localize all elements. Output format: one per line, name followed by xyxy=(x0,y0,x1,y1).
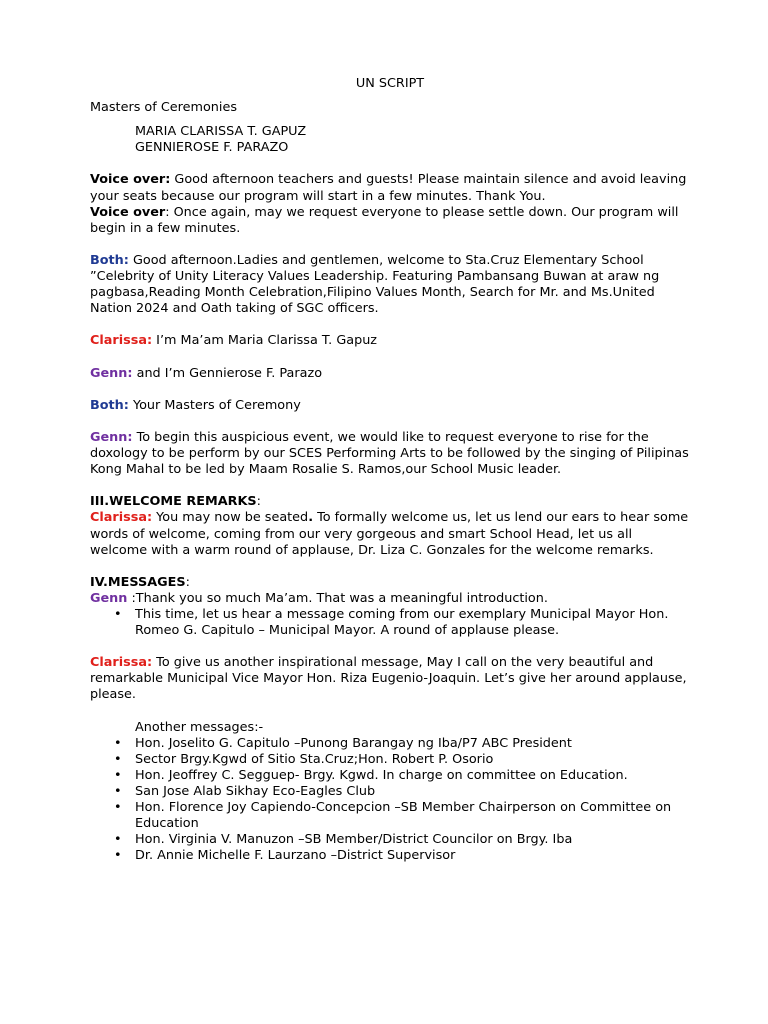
mayor-bullet-list xyxy=(90,607,690,639)
both-line-1 xyxy=(90,253,690,317)
list-item-text: Hon. Florence Joy Capiendo-Concepcion –SB Member Chairperson on Committee on Education xyxy=(135,800,672,832)
speaker-genn: Genn: xyxy=(90,429,133,445)
list-item-text: Sector Brgy.Kgwd of Sitio Sta.Cruz;Hon. Robert P. Osorio xyxy=(135,751,494,767)
bullet-icon: • xyxy=(114,832,122,848)
bullet-icon: • xyxy=(114,767,122,783)
welcome-text-dot: . xyxy=(308,510,314,526)
both-line-2 xyxy=(90,398,690,414)
bullet-icon: • xyxy=(114,735,122,751)
document-title: UN SCRIPT xyxy=(355,76,425,91)
list-item-text: Hon. Joselito G. Capitulo –Punong Barangay ng Iba/P7 ABC President xyxy=(135,735,572,751)
genn-line-1 xyxy=(90,366,690,382)
list-item xyxy=(90,607,690,639)
mc-heading: Masters of Ceremonies xyxy=(90,100,238,116)
clarissa-line-1 xyxy=(90,333,690,349)
mc-name-2: GENNIEROSE F. PARAZO xyxy=(135,140,289,156)
genn-text-1: and I’m Gennierose F. Parazo xyxy=(132,365,323,381)
list-item-text: Hon. Virginia V. Manuzon –SB Member/District Councilor on Brgy. Iba xyxy=(135,832,573,848)
list-item-text: Hon. Jeoffrey C. Segguep- Brgy. Kgwd. In charge on committee on Education. xyxy=(135,767,628,783)
welcome-heading-colon: : xyxy=(256,494,261,510)
document-page xyxy=(90,76,690,865)
another-messages-list xyxy=(90,736,690,865)
list-item xyxy=(90,832,690,848)
voice-over-text-1: Good afternoon teachers and guests! Please maintain silence and avoid leaving your seats because our program will start in a few minutes. Thank You. xyxy=(90,172,687,204)
clarissa-text-1: I’m Ma’am Maria Clarissa T. Gapuz xyxy=(152,333,378,349)
speaker-clarissa: Clarissa: xyxy=(90,333,153,349)
list-item xyxy=(90,784,690,800)
bullet-icon: • xyxy=(114,848,122,864)
speaker-both: Both: xyxy=(90,252,129,268)
list-item-text: San Jose Alab Sikhay Eco-Eagles Club xyxy=(135,784,376,800)
list-item xyxy=(90,800,690,832)
list-item xyxy=(90,768,690,784)
welcome-heading-text: III.WELCOME REMARKS xyxy=(90,494,257,510)
bullet-icon: • xyxy=(114,751,122,767)
bullet-icon: • xyxy=(114,607,122,622)
mayor-bullet-text: This time, let us hear a message coming from our exemplary Municipal Mayor Hon. Romeo G. Capitulo – Municipal Mayor. A round of applause please. xyxy=(135,607,669,639)
messages-heading-text: IV.MESSAGES xyxy=(90,574,186,590)
genn-text-2: To begin this auspicious event, we would like to request everyone to rise for the doxology to be perform by our SCES Performing Arts to be followed by the singing of Pilipinas Kong Mahal to be led by Maam Rosalie S. Ramos,our School Music leader. xyxy=(90,429,689,478)
voice-over-text-2: : Once again, may we request everyone to please settle down. Our program will begin in a few minutes. xyxy=(90,204,679,236)
bullet-icon: • xyxy=(114,800,122,816)
messages-heading-colon: : xyxy=(185,574,190,590)
speaker-clarissa: Clarissa: xyxy=(90,510,153,526)
speaker-voice-over: Voice over xyxy=(90,204,166,220)
list-item-text: Dr. Annie Michelle F. Laurzano –District Supervisor xyxy=(135,848,456,864)
clarissa-vice-mayor-text: To give us another inspirational message, May I call on the very beautiful and remarkable Municipal Vice Mayor Hon. Riza Eugenio-Joaquin. Let’s give her around applause, please. xyxy=(90,655,687,703)
clarissa-vice-mayor-line xyxy=(90,655,690,703)
messages-genn-line xyxy=(90,591,690,607)
list-item xyxy=(90,848,690,864)
speaker-clarissa: Clarissa: xyxy=(90,655,153,671)
speaker-genn: Genn: xyxy=(90,365,133,381)
both-text-2: Your Masters of Ceremony xyxy=(128,397,301,413)
messages-genn-text: :Thank you so much Ma’am. That was a meaningful introduction. xyxy=(127,590,548,606)
messages-heading xyxy=(90,575,690,591)
both-text-1: Good afternoon.Ladies and gentlemen, welcome to Sta.Cruz Elementary School ”Celebrity of Unity Literacy Values Leadership. Featuring Pambansang Buwan at araw ng pagbasa,Reading Month Celebration,Filipino Values Month, Search for Mr. and Ms.United Nation 2024 and Oath taking of SGC officers. xyxy=(90,252,660,317)
speaker-voice-over: Voice over: xyxy=(90,172,171,188)
genn-line-2 xyxy=(90,430,690,478)
welcome-heading xyxy=(90,494,690,510)
welcome-text-b: To formally welcome us, let us lend our ears to hear some words of welcome, coming from our very gorgeous and smart School Head, let us all welcome with a warm round of applause, Dr. Liza C. Gonzales for the welcome remarks. xyxy=(90,510,689,558)
voice-over-line-2 xyxy=(90,205,690,237)
list-item xyxy=(90,736,690,752)
welcome-text-a: You may now be seated xyxy=(152,510,309,526)
another-messages-heading: Another messages:- xyxy=(135,719,264,735)
voice-over-line-1 xyxy=(90,172,690,204)
bullet-icon: • xyxy=(114,784,122,800)
mc-name-1: MARIA CLARISSA T. GAPUZ xyxy=(135,124,307,140)
list-item xyxy=(90,752,690,768)
speaker-both: Both: xyxy=(90,397,129,413)
welcome-paragraph xyxy=(90,510,690,558)
speaker-genn: Genn xyxy=(90,590,128,606)
